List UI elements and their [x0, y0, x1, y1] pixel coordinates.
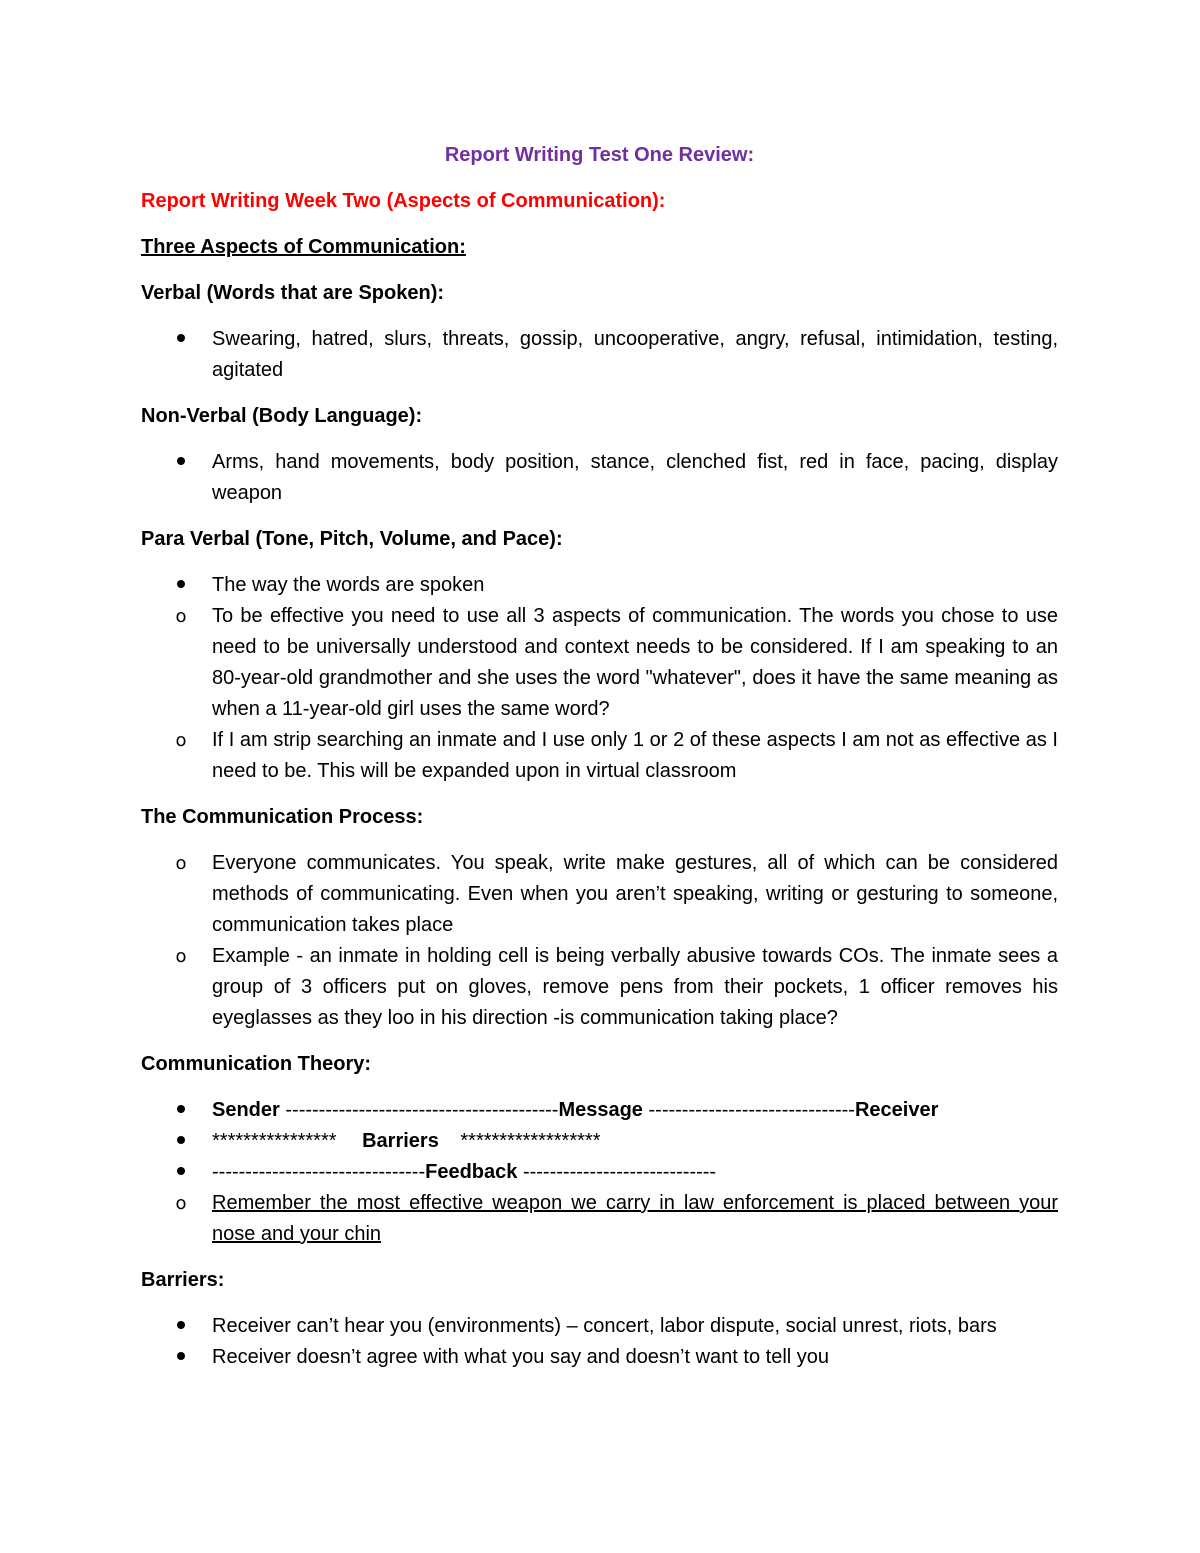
process-subitem-text: Everyone communicates. You speak, write make gestures, all of which can be considered methods of communicating. Even when you aren’t speaking, writing or gesturing to someone, communication takes place [212, 852, 1058, 936]
circle-bullet-icon: o [175, 1193, 187, 1214]
paraverbal-subitem-text: If I am strip searching an inmate and I use only 1 or 2 of these aspects I am not as effective as I need to be. This will be expanded upon in virtual classroom [212, 729, 1058, 782]
stars-line: **************** [212, 1130, 337, 1152]
document-body [141, 140, 1058, 1388]
bullet-icon [171, 1095, 191, 1126]
process-heading: The Communication Process: [141, 806, 424, 828]
circle-bullet-icon: o [175, 946, 187, 967]
list-item [141, 1157, 1058, 1188]
three-aspects-heading: Three Aspects of Communication: [141, 236, 466, 258]
dash-line: ----------------------------------------- [279, 1099, 559, 1121]
barriers-heading: Barriers: [141, 1269, 225, 1291]
sender-label: Sender [212, 1099, 280, 1121]
verbal-list [141, 324, 1058, 386]
nonverbal-item-text: Arms, hand movements, body position, stance, clenched fist, red in face, pacing, display weapon [212, 451, 1058, 504]
list-item [141, 324, 1058, 386]
paraverbal-subitem-text: To be effective you need to use all 3 aspects of communication. The words you chose to use need to be universally understood and context needs to be considered. If I am speaking to an 80-year-old grandmother and she uses the word "whatever", does it have the same meaning as when a 11-year-old girl uses the same word? [212, 605, 1058, 720]
paraverbal-bullet-text: The way the words are spoken [212, 574, 485, 596]
list-item [141, 1188, 1058, 1250]
theory-heading: Communication Theory: [141, 1053, 372, 1075]
process-list [141, 848, 1058, 1034]
circle-bullet-icon: o [175, 730, 187, 751]
list-item [141, 848, 1058, 941]
nonverbal-heading: Non-Verbal (Body Language): [141, 405, 423, 427]
circle-bullet-icon: o [175, 853, 187, 874]
receiver-label: Receiver [854, 1099, 939, 1121]
paraverbal-heading: Para Verbal (Tone, Pitch, Volume, and Pace): [141, 528, 563, 550]
bullet-icon [171, 1157, 191, 1188]
dash-line: ----------------------------- [517, 1161, 717, 1183]
list-item [141, 570, 1058, 601]
message-label: Message [558, 1099, 643, 1121]
list-item [141, 447, 1058, 509]
list-item [141, 601, 1058, 725]
verbal-heading: Verbal (Words that are Spoken): [141, 282, 445, 304]
process-subitem-text: Example - an inmate in holding cell is being verbally abusive towards COs. The inmate sees a group of 3 officers put on gloves, remove pens from their pockets, 1 officer removes his eyeglasses as they loo in his direction -is communication taking place? [212, 945, 1058, 1029]
theory-list [141, 1095, 1058, 1250]
list-item [141, 1342, 1058, 1373]
list-item [141, 941, 1058, 1034]
list-item [141, 1095, 1058, 1126]
barriers-list [141, 1311, 1058, 1373]
circle-bullet-icon: o [175, 606, 187, 627]
barrier-item-text: Receiver can’t hear you (environments) – concert, labor dispute, social unrest, riots, bars [212, 1315, 997, 1337]
bullet-icon [171, 1126, 191, 1157]
dash-line: -------------------------------- [212, 1161, 426, 1183]
theory-note-text: Remember the most effective weapon we carry in law enforcement is placed between your nose and your chin [212, 1192, 1058, 1245]
bullet-icon [171, 447, 191, 478]
list-item [141, 1311, 1058, 1342]
document-title: Report Writing Test One Review: [444, 144, 755, 166]
bullet-icon [171, 1342, 191, 1373]
list-item [141, 725, 1058, 787]
bullet-icon [171, 1311, 191, 1342]
bullet-icon [171, 570, 191, 601]
barrier-item-text: Receiver doesn’t agree with what you say and doesn’t want to tell you [212, 1346, 830, 1368]
dash-line: ------------------------------- [642, 1099, 855, 1121]
barriers-label: Barriers [362, 1130, 439, 1152]
nonverbal-list [141, 447, 1058, 509]
verbal-item-text: Swearing, hatred, slurs, threats, gossip, uncooperative, angry, refusal, intimidation, testing, agitated [212, 328, 1058, 381]
stars-line: ****************** [460, 1130, 601, 1152]
paraverbal-list [141, 570, 1058, 787]
list-item [141, 1126, 1058, 1157]
feedback-label: Feedback [425, 1161, 518, 1183]
bullet-icon [171, 324, 191, 355]
week-title: Report Writing Week Two (Aspects of Communication): [141, 190, 666, 212]
